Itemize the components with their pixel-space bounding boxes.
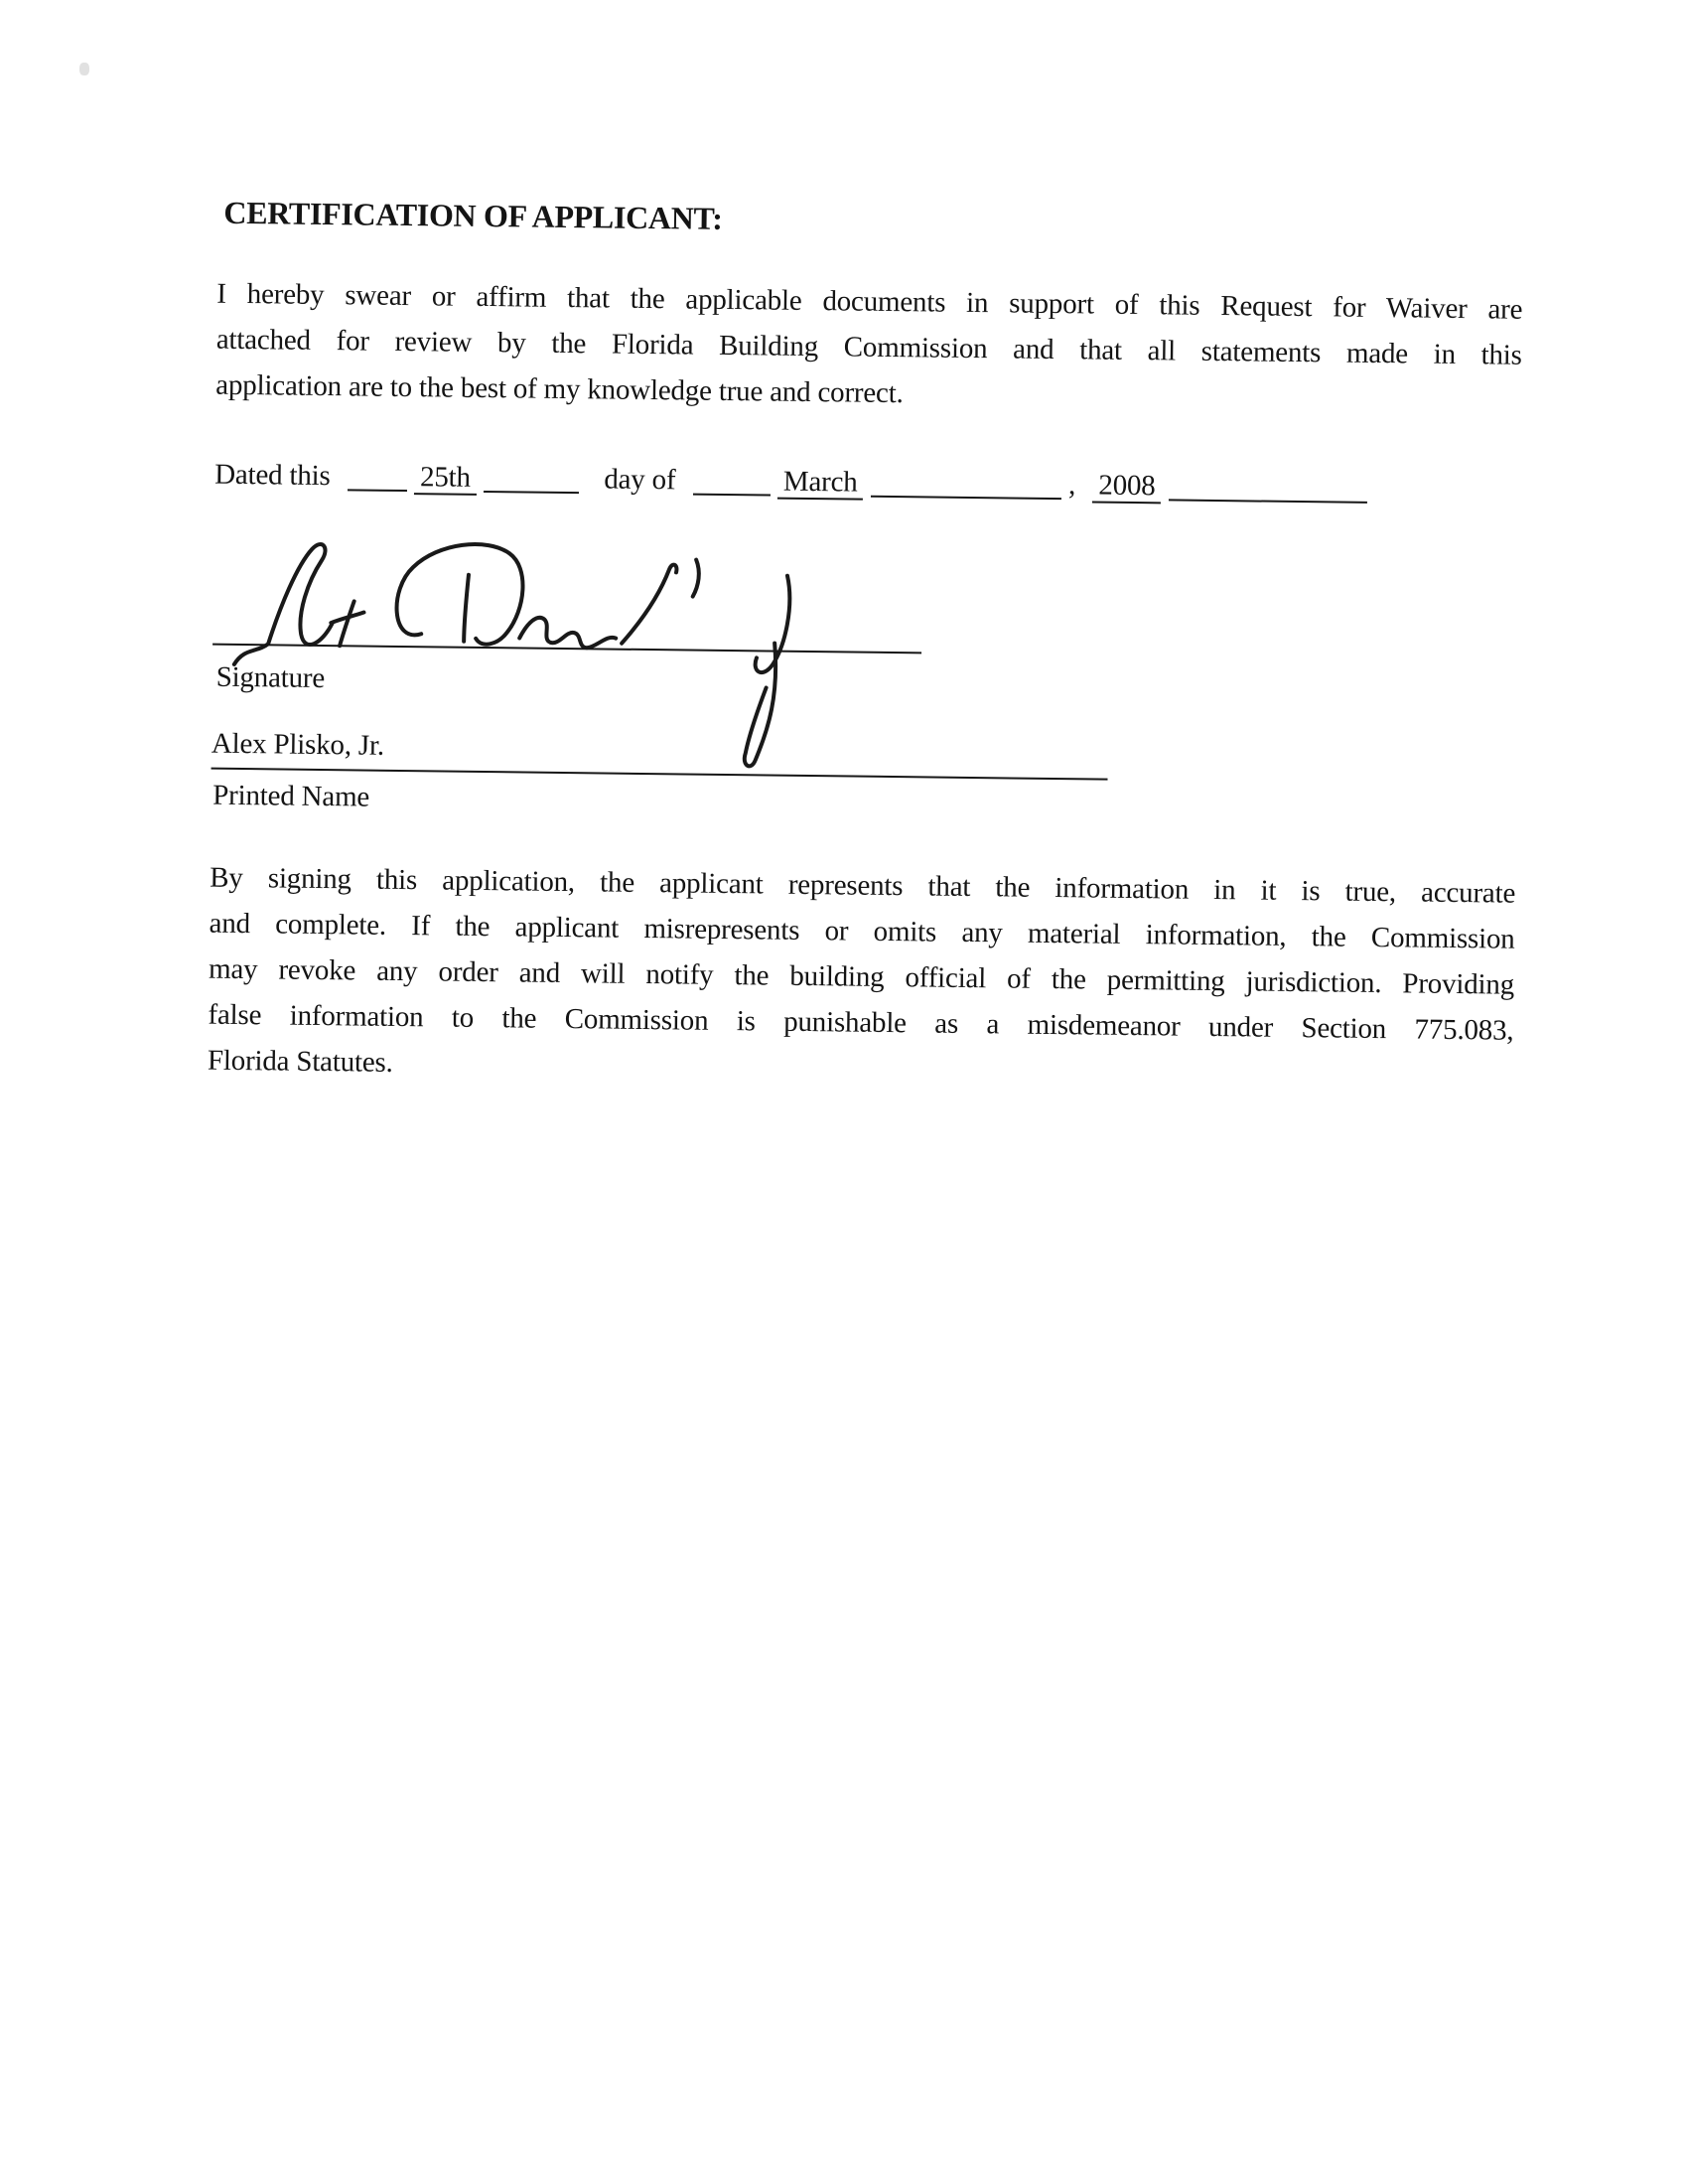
paragraph-line: may revoke any order and will notify the building official of the permitting jurisdiction. Providing	[208, 952, 1515, 1001]
day-field: 25th	[414, 461, 477, 496]
legal-paragraph	[208, 855, 1516, 1099]
blank-underline	[348, 483, 407, 492]
dated-line	[214, 452, 1367, 511]
blank-underline	[692, 488, 770, 497]
year-field: 2008	[1092, 469, 1162, 504]
printed-name-label: Printed Name	[212, 779, 370, 813]
paragraph-line: and complete. If the applicant misrepresents or omits any material information, the Commission	[209, 907, 1515, 955]
dated-comma: ,	[1067, 469, 1076, 502]
blank-underline	[1169, 493, 1367, 503]
month-field: March	[777, 466, 864, 501]
printed-name-value: Alex Plisko, Jr.	[211, 727, 385, 762]
blank-underline	[871, 490, 1061, 500]
document-title: CERTIFICATION OF APPLICANT:	[223, 194, 723, 236]
paragraph-line: By signing this application, the applicant represents that the information in it is true, accurate	[210, 861, 1516, 910]
paragraph-line: attached for review by the Florida Building Commission and that all statements made in this	[215, 323, 1522, 371]
signature-label: Signature	[215, 660, 326, 695]
paragraph-line: Florida Statutes.	[207, 1044, 393, 1079]
paragraph-line: I hereby swear or affirm that the applicable documents in support of this Request for Waiver are	[216, 277, 1523, 326]
dated-connector: day of	[604, 463, 676, 497]
dated-prefix: Dated this	[213, 458, 331, 493]
paragraph-line: application are to the best of my knowledge true and correct.	[215, 368, 904, 410]
blank-underline	[484, 485, 579, 494]
oath-paragraph	[215, 271, 1523, 424]
paragraph-line: false information to the Commission is punishable as a misdemeanor under Section 775.083,	[208, 998, 1514, 1047]
